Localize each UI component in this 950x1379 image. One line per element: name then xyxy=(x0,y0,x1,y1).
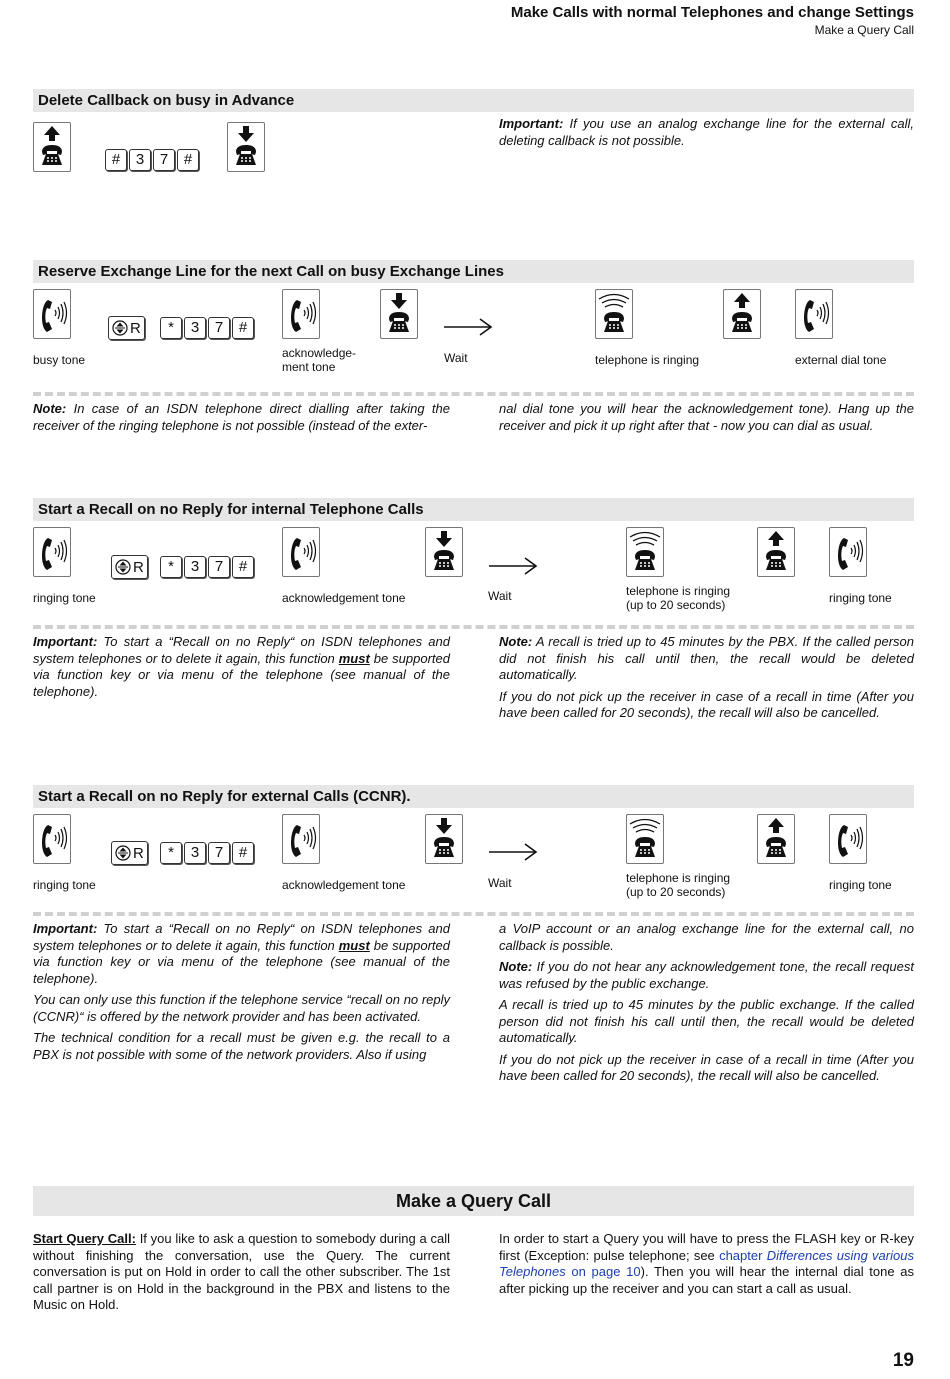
section-title-recall-internal: Start a Recall on no Reply for internal Telephone Calls xyxy=(33,498,914,521)
page-number: 19 xyxy=(892,1350,914,1371)
updown-icon xyxy=(115,845,131,861)
header-subtitle: Make a Query Call xyxy=(814,23,914,37)
arrow-right-icon xyxy=(487,841,539,863)
handset-tone-icon xyxy=(33,527,71,577)
label-ringing: telephone is ringing (up to 20 seconds) xyxy=(626,584,731,612)
note-label: Note: xyxy=(33,401,67,416)
r-key xyxy=(111,841,148,865)
handset-tone-icon xyxy=(795,289,833,339)
label-ringing-tone: ringing tone xyxy=(33,591,96,605)
keypad-sequence xyxy=(160,316,254,340)
keypad-sequence xyxy=(160,841,254,865)
important-note xyxy=(499,116,914,154)
key-3: 3 xyxy=(184,317,206,339)
r-key xyxy=(111,555,148,579)
important-left: Important: To start a “Recall on no Reply“ on ISDN telephones and system telephones or to delete it again, this function must be supported via function key or via menu of the telephone (see manual of the telephone). xyxy=(33,634,450,699)
key-hash: # xyxy=(177,149,199,171)
updown-icon xyxy=(112,320,128,336)
query-right: In order to start a Query you will have to press the FLASH key or R-key first (Exception: pulse telephone; see chapter Differences using various Telephones on page 10). Then you will hear the internal dial tone as after picking up the receiver and you can start a call as usual. xyxy=(499,1231,914,1296)
hang-up-icon xyxy=(425,527,463,577)
section-title-reserve-line: Reserve Exchange Line for the next Call on busy Exchange Lines xyxy=(33,260,914,283)
key-hash: # xyxy=(105,149,127,171)
divider xyxy=(33,392,914,396)
handset-tone-icon xyxy=(829,527,867,577)
key-star: * xyxy=(160,317,182,339)
handset-tone-icon xyxy=(282,289,320,339)
key-hash: # xyxy=(232,842,254,864)
section-title-query-call: Make a Query Call xyxy=(33,1186,914,1216)
label-busy-tone: busy tone xyxy=(33,353,86,367)
note-right: Note: A recall is tried up to 45 minutes by the PBX. If the called person did not finish his call until then, the recall would be deleted automatically. If you do not pick up the receiver in case of a recall in time (After you have been called for 20 seconds), the recall will also be cancelled. xyxy=(499,634,914,720)
hang-up-icon xyxy=(227,122,265,172)
important-label: Important: xyxy=(499,116,564,131)
label-wait: Wait xyxy=(488,876,512,890)
query-left: Start Query Call: If you like to ask a question to somebody during a call without finishing the conversation, use the Query. The current conversation is put on Hold in order to call the other subscriber. The 1st call partner is on Hold in the background in the PBX and listens to the Music on Hold. xyxy=(33,1231,450,1312)
key-7: 7 xyxy=(208,556,230,578)
note-right: nal dial tone you will hear the acknowledgement tone). Hang up the receiver and pick it up right after that - now you can dial as usual. xyxy=(499,401,914,433)
key-7: 7 xyxy=(208,317,230,339)
note-right: a VoIP account or an analog exchange line for the external call, no callback is possible. Note: If you do not hear any acknowledgement tone, the recall request was refused by the public exchange. A recall is tried up to 45 minutes by the public exchange. If the called person did not finish his call until then, the recall would be deleted automatically. If you do not pick up the receiver in case of a recall in time (After you have been called for 20 seconds), the recall will also be cancelled. xyxy=(499,921,914,1083)
key-hash: # xyxy=(232,317,254,339)
important-left: Important: To start a “Recall on no Reply“ on ISDN telephones and system telephones or to delete it again, this function must be supported via function key or via menu of the telephone (see manual of the telephone). You can only use this function if the telephone service “recall on no reply (CCNR)“ is offered by the network provider and has been activated. The technical condition for a recall must be given e.g. the recall to a PBX is not possible with some of the network providers. Also if using xyxy=(33,921,450,1062)
divider xyxy=(33,912,914,916)
label-ringing-tone: ringing tone xyxy=(33,878,96,892)
lift-receiver-icon xyxy=(757,814,795,864)
note-left: Note: In case of an ISDN telephone direct dialling after taking the receiver of the ringing telephone is not possible (instead of the exter- xyxy=(33,401,450,433)
key-7: 7 xyxy=(208,842,230,864)
key-star: * xyxy=(160,556,182,578)
key-hash: # xyxy=(232,556,254,578)
start-query-label: Start Query Call: xyxy=(33,1231,136,1246)
important-label: Important: xyxy=(33,921,98,936)
section-title-delete-callback: Delete Callback on busy in Advance xyxy=(33,89,914,112)
note-label: Note: xyxy=(499,959,533,974)
divider xyxy=(33,625,914,629)
label-wait: Wait xyxy=(444,351,468,365)
updown-icon xyxy=(115,559,131,575)
keypad-sequence xyxy=(160,555,254,579)
r-key-label: R xyxy=(133,558,144,576)
lift-receiver-icon xyxy=(757,527,795,577)
label-ack-tone: acknowledgement tone xyxy=(282,878,406,892)
ringing-phone-icon xyxy=(626,814,664,864)
important-label: Important: xyxy=(33,634,98,649)
hang-up-icon xyxy=(380,289,418,339)
r-key xyxy=(108,316,145,340)
label-ringing: telephone is ringing xyxy=(595,353,700,367)
handset-tone-icon xyxy=(282,527,320,577)
label-ringing-tone-end: ringing tone xyxy=(829,591,892,605)
key-star: * xyxy=(160,842,182,864)
label-wait: Wait xyxy=(488,589,512,603)
key-3: 3 xyxy=(129,149,151,171)
arrow-right-icon xyxy=(487,555,539,577)
chapter-link[interactable]: chapter Differences using various Telephones on page 10 xyxy=(499,1247,914,1279)
label-ack-tone: acknowledge- ment tone xyxy=(282,346,357,374)
ringing-phone-icon xyxy=(595,289,633,339)
handset-tone-icon xyxy=(282,814,320,864)
r-key-label: R xyxy=(133,844,144,862)
key-3: 3 xyxy=(184,556,206,578)
lift-receiver-icon xyxy=(33,122,71,172)
label-ack-tone: acknowledgement tone xyxy=(282,591,406,605)
keypad-sequence xyxy=(105,148,199,172)
r-key-label: R xyxy=(130,319,141,337)
section-title-recall-external: Start a Recall on no Reply for external Calls (CCNR). xyxy=(33,785,914,808)
label-external-dial-tone: external dial tone xyxy=(795,353,887,367)
hang-up-icon xyxy=(425,814,463,864)
header-title: Make Calls with normal Telephones and change Settings xyxy=(510,4,914,21)
important-text: If you use an analog exchange line for the external call, deleting callback is not possible. xyxy=(499,116,914,148)
key-7: 7 xyxy=(153,149,175,171)
label-ringing-tone-end: ringing tone xyxy=(829,878,892,892)
arrow-right-icon xyxy=(442,316,494,338)
handset-tone-icon xyxy=(829,814,867,864)
must-emphasis: must xyxy=(338,937,370,953)
must-emphasis: must xyxy=(338,650,370,666)
note-label: Note: xyxy=(499,634,533,649)
key-3: 3 xyxy=(184,842,206,864)
handset-tone-icon xyxy=(33,289,71,339)
label-ringing: telephone is ringing (up to 20 seconds) xyxy=(626,871,731,899)
lift-receiver-icon xyxy=(723,289,761,339)
ringing-phone-icon xyxy=(626,527,664,577)
handset-tone-icon xyxy=(33,814,71,864)
